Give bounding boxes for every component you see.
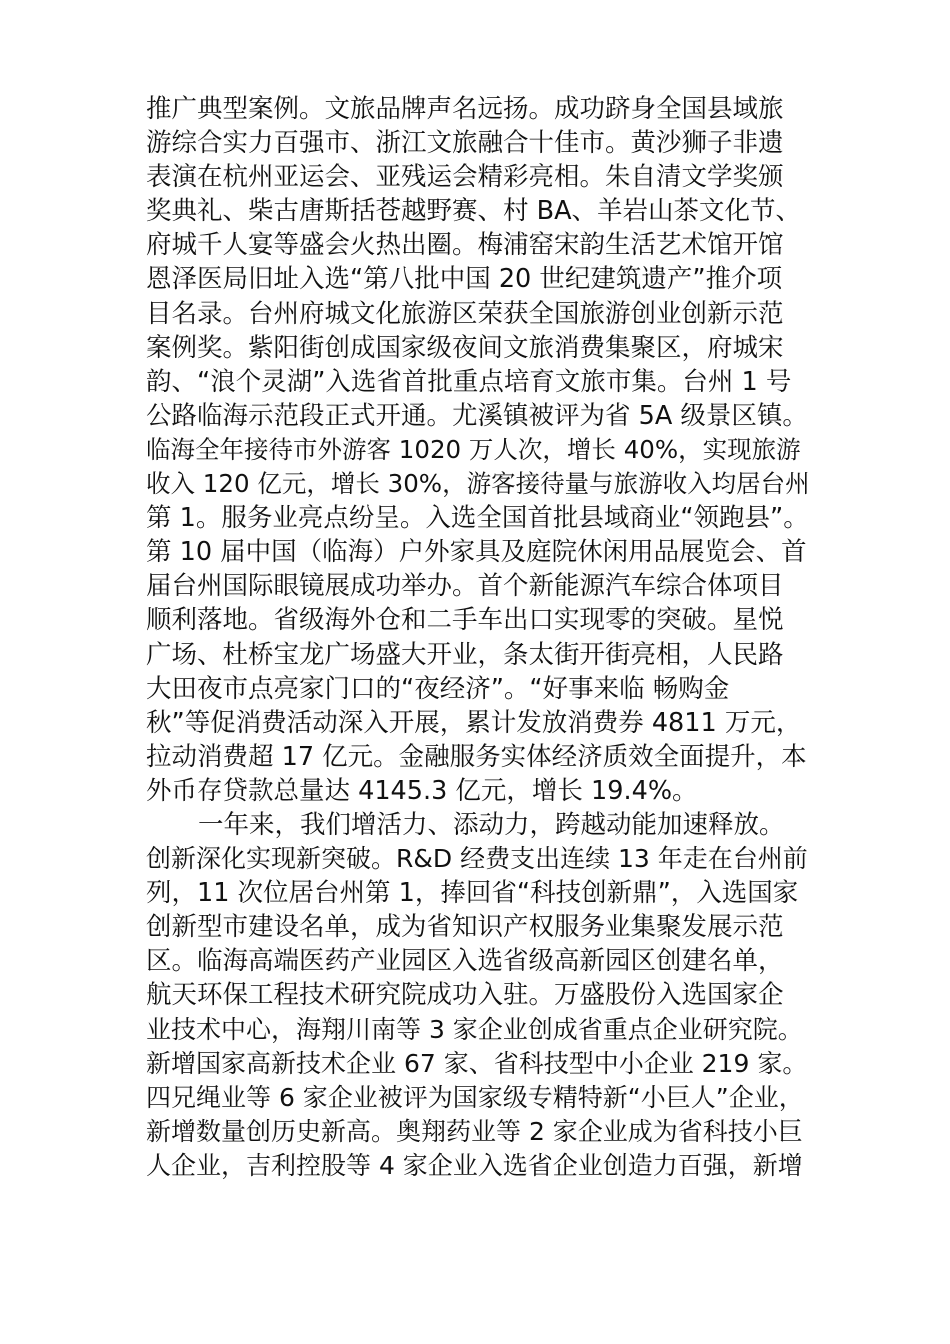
text-line: 新增数量创历史新高。奥翔药业等 2 家企业成为省科技小巨 xyxy=(146,1116,803,1146)
text-line: 案例奖。紫阳街创成国家级夜间文旅消费集聚区，府城宋 xyxy=(146,332,784,363)
text-line: 第 1。服务业亮点纷呈。入选全国首批县域商业“领跑县”。 xyxy=(146,503,809,534)
text-line: 业技术中心，海翔川南等 3 家企业创成省重点企业研究院。 xyxy=(146,1014,803,1044)
text-line: 临海全年接待市外游客 1020 万人次，增长 40%，实现旅游 xyxy=(146,434,801,464)
body-text xyxy=(146,92,811,1183)
paragraph-start-line: 一年来，我们增活力、添动力，跨越动能加速释放。 xyxy=(198,809,785,840)
text-line: 创新型市建设名单，成为省知识产权服务业集聚发展示范 xyxy=(146,912,784,943)
text-line: 韵、“浪个灵湖”入选省首批重点培育文旅市集。台州 1 号 xyxy=(146,366,792,397)
text-line: 创新深化实现新突破。R&D 经费支出连续 13 年走在台州前 xyxy=(146,844,808,874)
text-line: 推广典型案例。文旅品牌声名远扬。成功跻身全国县域旅 xyxy=(146,94,784,124)
text-line: 表演在杭州亚运会、亚残运会精彩亮相。朱自清文学奖颁 xyxy=(146,162,784,193)
text-line: 府城千人宴等盛会火热出圈。梅浦窑宋韵生活艺术馆开馆 xyxy=(146,230,784,261)
text-line: 届台州国际眼镜展成功举办。首个新能源汽车综合体项目 xyxy=(146,571,784,602)
text-line: 第 10 届中国（临海）户外家具及庭院休闲用品展览会、首 xyxy=(146,537,807,568)
text-line: 外币存贷款总量达 4145.3 亿元，增长 19.4%。 xyxy=(146,775,698,806)
text-line: 区。临海高端医药产业园区入选省级高新园区创建名单， xyxy=(146,946,784,977)
text-line: 公路临海示范段正式开通。尤溪镇被评为省 5A 级景区镇。 xyxy=(146,400,808,431)
text-line: 拉动消费超 17 亿元。金融服务实体经济质效全面提升，本 xyxy=(146,741,807,772)
text-line: 游综合实力百强市、浙江文旅融合十佳市。黄沙狮子非遗 xyxy=(146,128,784,159)
text-line: 奖典礼、柴古唐斯括苍越野赛、村 BA、羊岩山茶文化节、 xyxy=(146,196,802,227)
text-line: 秋”等促消费活动深入开展，累计发放消费券 4811 万元， xyxy=(146,707,802,738)
text-line: 四兄绳业等 6 家企业被评为国家级专精特新“小巨人”企业， xyxy=(146,1082,804,1112)
text-line: 广场、杜桥宝龙广场盛大开业，条太街开街亮相，人民路 xyxy=(146,639,784,670)
text-line: 顺利落地。省级海外仓和二手车出口实现零的突破。星悦 xyxy=(146,605,784,636)
text-line: 新增国家高新技术企业 67 家、省科技型中小企业 219 家。 xyxy=(146,1048,808,1078)
text-line: 列，11 次位居台州第 1，捧回省“科技创新鼎”，入选国家 xyxy=(146,878,799,909)
text-line: 航天环保工程技术研究院成功入驻。万盛股份入选国家企 xyxy=(146,980,784,1011)
text-line: 人企业，吉利控股等 4 家企业入选省企业创造力百强，新增 xyxy=(146,1150,803,1180)
text-line: 大田夜市点亮家门口的“夜经济”。“好事来临 畅购金 xyxy=(146,673,730,704)
text-line: 收入 120 亿元，增长 30%，游客接待量与旅游收入均居台州 xyxy=(146,469,810,499)
text-line: 恩泽医局旧址入选“第八批中国 20 世纪建筑遗产”推介项 xyxy=(146,264,783,295)
text-line: 目名录。台州府城文化旅游区荣获全国旅游创业创新示范 xyxy=(146,298,784,329)
